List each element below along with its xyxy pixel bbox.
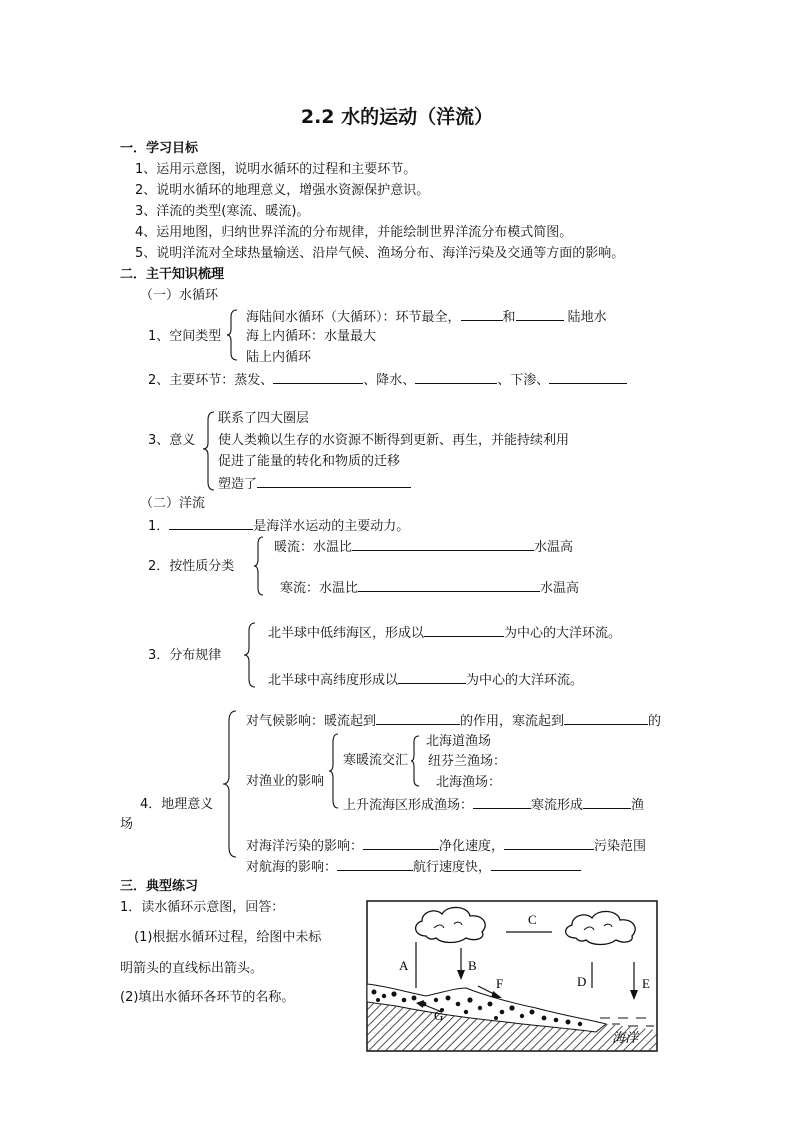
- shipping-a: 对航海的影响：: [246, 860, 338, 875]
- main-links-b: 、降水、: [363, 373, 416, 388]
- distribution-line2-a: 北半球中高纬度形成以: [268, 673, 399, 688]
- objective-item: 2、说明水循环的地理意义，增强水资源保护意识。: [135, 183, 430, 198]
- fill-blank[interactable]: [257, 475, 411, 488]
- ocean-current-item1: [148, 517, 409, 535]
- significance-line4-text: 塑造了: [218, 477, 258, 492]
- fill-blank[interactable]: [461, 308, 503, 321]
- main-links-a: 2、主要环节：蒸发、: [148, 373, 274, 388]
- pollution-b: 净化速度，: [439, 839, 505, 854]
- fill-blank[interactable]: [363, 837, 439, 850]
- distribution-line1-a: 北半球中低纬海区，形成以: [268, 626, 425, 641]
- classify-label: 2．按性质分类: [148, 559, 235, 574]
- significance-line2: 使人类赖以生存的水资源不断得到更新、再生，并能持续利用: [218, 433, 570, 448]
- label-F: F: [496, 976, 504, 991]
- cold-a: 寒流：水温比: [280, 581, 359, 596]
- brace: [328, 733, 340, 809]
- warm-a: 暖流：水温比: [274, 540, 353, 555]
- fishery-hokkaido: 北海道渔场: [426, 734, 492, 749]
- fill-blank[interactable]: [491, 858, 581, 871]
- fill-blank[interactable]: [376, 712, 460, 725]
- ocean-current-heading: （二）洋流: [140, 496, 206, 511]
- warm-b: 水温高: [534, 540, 574, 555]
- fill-blank[interactable]: [504, 837, 594, 850]
- fill-blank[interactable]: [415, 371, 497, 384]
- objective-item: 4、运用地图，归纳世界洋流的分布规律，并能绘制世界洋流分布模式简图。: [135, 225, 573, 240]
- objective-item: 1、运用示意图，说明水循环的过程和主要环节。: [135, 162, 417, 177]
- fishery-north-sea: 北海渔场：: [436, 775, 502, 790]
- space-type-line1-c: 陆地水: [567, 310, 607, 325]
- main-links-line: [148, 371, 627, 389]
- item1-suffix: 是海洋水运动的主要动力。: [253, 519, 410, 534]
- distribution-line1-b: 为中心的大洋环流。: [504, 626, 622, 641]
- question-1-sub2: (2)填出水循环各环节的名称。: [120, 990, 295, 1005]
- upwelling-c: 渔: [631, 798, 645, 813]
- significance-line3: 促进了能量的转化和物质的迁移: [218, 454, 401, 469]
- fill-blank[interactable]: [398, 671, 466, 684]
- label-D: D: [577, 974, 587, 989]
- space-type-line1-a: 海陆间水循环（大循环）：环节最全，: [246, 310, 461, 325]
- objective-item: 5、说明洋流对全球热量输送、沿岸气候、渔场分布、海洋污染及交通等方面的影响。: [135, 246, 625, 261]
- climate-a: 对气候影响：暖流起到: [246, 714, 377, 729]
- water-cycle-diagram: [366, 900, 658, 1052]
- brace: [222, 710, 238, 858]
- section2-heading: 二．主干知识梳理: [120, 267, 225, 282]
- brace: [202, 411, 216, 491]
- fishery-impact-label: 对渔业的影响: [246, 774, 325, 789]
- upwelling-line: [343, 796, 644, 814]
- item1-prefix: 1．: [148, 519, 170, 534]
- main-links-c: 、下渗、: [497, 373, 550, 388]
- question-1: 1．读水循环示意图，回答：: [120, 900, 285, 915]
- section1-heading: 一．学习目标: [120, 141, 199, 156]
- significance-line1: 联系了四大圈层: [218, 411, 310, 426]
- question-1-sub1-a: (1)根据水循环过程，给图中未标: [134, 930, 322, 945]
- fishery-newfoundland: 纽芬兰渔场：: [428, 754, 507, 769]
- climate-impact-line: [246, 712, 661, 730]
- cold-b: 水温高: [540, 581, 580, 596]
- geo-significance-label: 4．地理意义: [140, 797, 214, 812]
- brace: [243, 622, 257, 688]
- distribution-line1: [268, 624, 621, 642]
- distribution-line2: [268, 671, 583, 689]
- cold-current-line: [280, 579, 579, 597]
- geo-significance-label-wrap: 场: [120, 817, 134, 832]
- water-cycle-heading: （一）水循环: [140, 288, 219, 303]
- distribution-label: 3．分布规律: [148, 648, 222, 663]
- pollution-impact-line: [246, 837, 646, 855]
- brace: [253, 536, 265, 596]
- significance-line4: [218, 475, 411, 493]
- brace: [226, 309, 240, 361]
- fill-blank[interactable]: [273, 371, 363, 384]
- upwelling-b: 寒流形成: [531, 798, 584, 813]
- shipping-b: 航行速度快，: [413, 860, 492, 875]
- climate-b: 的作用，寒流起到: [460, 714, 565, 729]
- label-C: C: [528, 912, 537, 927]
- pollution-a: 对海洋污染的影响：: [246, 839, 364, 854]
- shipping-impact-line: [246, 858, 581, 876]
- page-title: 2.2 水的运动（洋流）: [300, 106, 494, 128]
- fill-blank[interactable]: [516, 308, 564, 321]
- fill-blank[interactable]: [352, 538, 534, 551]
- pollution-c: 污染范围: [594, 839, 647, 854]
- label-A: A: [399, 958, 409, 973]
- climate-c: 的: [648, 714, 662, 729]
- distribution-line2-b: 为中心的大洋环流。: [466, 673, 584, 688]
- fill-blank[interactable]: [564, 712, 648, 725]
- fill-blank[interactable]: [549, 371, 627, 384]
- section3-heading: 三．典型练习: [120, 879, 199, 894]
- label-E: E: [642, 976, 650, 991]
- space-type-line3: 陆上内循环: [246, 350, 312, 365]
- confluence-label: 寒暖流交汇: [343, 753, 409, 768]
- question-1-sub1-b: 明箭头的直线标出箭头。: [120, 961, 264, 976]
- upwelling-a: 上升流海区形成渔场：: [343, 798, 474, 813]
- label-G: G: [434, 1008, 444, 1023]
- label-B: B: [468, 958, 477, 973]
- fill-blank[interactable]: [169, 517, 253, 530]
- fill-blank[interactable]: [473, 796, 531, 809]
- space-type-line2: 海上内循环：水量最大: [246, 329, 377, 344]
- significance-label: 3、意义: [148, 433, 196, 448]
- label-ocean: 海洋: [612, 1031, 639, 1046]
- space-type-line: [246, 308, 607, 326]
- brace: [410, 735, 420, 787]
- fill-blank[interactable]: [337, 858, 413, 871]
- space-types-label: 1、空间类型: [148, 329, 222, 344]
- fill-blank[interactable]: [358, 579, 540, 592]
- objective-item: 3、洋流的类型(寒流、暖流)。: [135, 204, 310, 219]
- warm-current-line: [274, 538, 573, 556]
- fill-blank[interactable]: [424, 624, 504, 637]
- fill-blank[interactable]: [583, 796, 631, 809]
- space-type-line1-b: 和: [502, 310, 516, 325]
